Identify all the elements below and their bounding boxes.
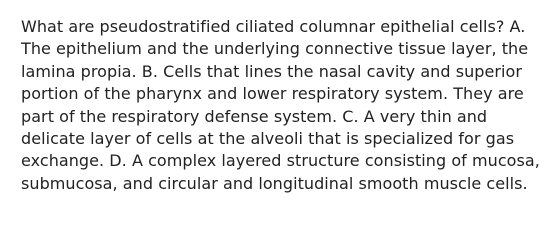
question-text: What are pseudostratified ciliated columnar epithelial cells? A. The epithelium and the underlying connective tissue layer, the lamina propia. B. Cells that lines the nasal cavity and superior portion of the pharynx and lower respiratory system. They are part of the respiratory defense system. C. A very thin and delicate layer of cells at the alveoli that is specialized for gas exchange. D. A complex layered structure consisting of mucosa, submucosa, and circular and longitudinal smooth muscle cells. [21, 17, 540, 193]
